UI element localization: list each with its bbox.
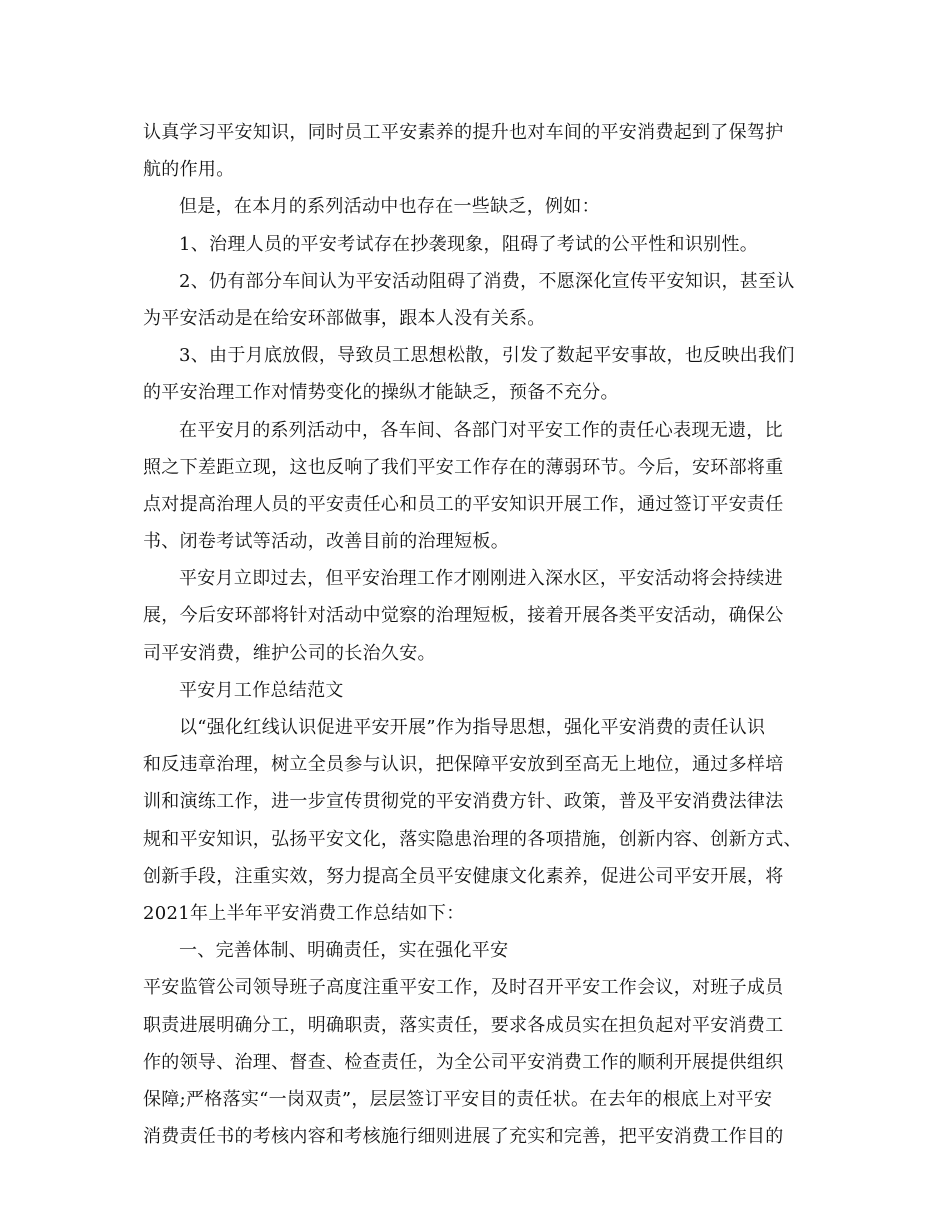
text-line: 书、闭卷考试等活动，改善目前的治理短板。 <box>143 531 509 553</box>
text-line: 平安监管公司领导班子高度注重平安工作，及时召开平安工作会议，对班子成员 <box>143 977 784 999</box>
text-line: 职责进展明确分工，明确职责，落实责任，要求各成员实在担负起对平安消费工 <box>143 1014 784 1036</box>
list-item-3: 3、由于月底放假，导致员工思想松散，引发了数起平安事故，也反映出我们 <box>179 345 795 367</box>
text-line: 认真学习平安知识，同时员工平安素养的提升也对车间的平安消费起到了保驾护 <box>143 122 784 143</box>
list-item-2: 2、仍有部分车间认为平安活动阻碍了消费，不愿深化宣传平安知识，甚至认 <box>179 270 795 292</box>
text-line: 点对提高治理人员的平安责任心和员工的平安知识开展工作，通过签订平安责任 <box>143 493 784 515</box>
list-item-1: 1、治理人员的平安考试存在抄袭现象，阻碍了考试的公平性和识别性。 <box>179 233 759 255</box>
document-body <box>143 114 808 1155</box>
paragraph-start: 但是，在本月的系列活动中也存在一些缺乏，例如： <box>179 196 600 218</box>
text-line: 保障;严格落实“一岗双责”，层层签订平安目的责任状。在去年的根底上对平安 <box>143 1088 773 1110</box>
text-line: 为平安活动是在给安环部做事，跟本人没有关系。 <box>143 307 546 329</box>
text-line: 展，今后安环部将针对活动中觉察的治理短板，接着开展各类平安活动，确保公 <box>143 605 784 627</box>
text-line: 作的领导、治理、督查、检查责任，为全公司平安消费工作的顺利开展提供组织 <box>143 1051 784 1073</box>
section-heading: 一、完善体制、明确责任，实在强化平安 <box>179 940 509 962</box>
paragraph-start: 平安月立即过去，但平安治理工作才刚刚进入深水区，平安活动将会持续进 <box>179 568 783 590</box>
paragraph-start: 在平安月的系列活动中，各车间、各部门对平安工作的责任心表现无遗，比 <box>179 419 783 441</box>
text-line: 航的作用。 <box>143 159 235 181</box>
paragraph-start: 以“强化红线认识促进平安开展”作为指导思想，强化平安消费的责任认识 <box>179 717 766 738</box>
text-line: 创新手段，注重实效，努力提高全员平安健康文化素养，促进公司平安开展，将 <box>143 865 784 887</box>
text-line: 规和平安知识，弘扬平安文化，落实隐患治理的各项措施，创新内容、创新方式、 <box>143 828 802 850</box>
text-line: 的平安治理工作对情势变化的操纵才能缺乏，预备不充分。 <box>143 382 619 404</box>
text-line: 2021年上半年平安消费工作总结如下： <box>143 902 465 924</box>
text-line: 消费责任书的考核内容和考核施行细则进展了充实和完善，把平安消费工作目的 <box>143 1126 784 1148</box>
text-line: 司平安消费，维护公司的长治久安。 <box>143 642 436 664</box>
text-line: 和反违章治理，树立全员参与认识，把保障平安放到至高无上地位，通过多样培 <box>143 754 784 776</box>
text-line: 训和演练工作，进一步宣传贯彻党的平安消费方针、政策，普及平安消费法律法 <box>143 791 784 813</box>
section-title: 平安月工作总结范文 <box>179 679 344 701</box>
text-line: 照之下差距立现，这也反响了我们平安工作存在的薄弱环节。今后，安环部将重 <box>143 456 784 478</box>
